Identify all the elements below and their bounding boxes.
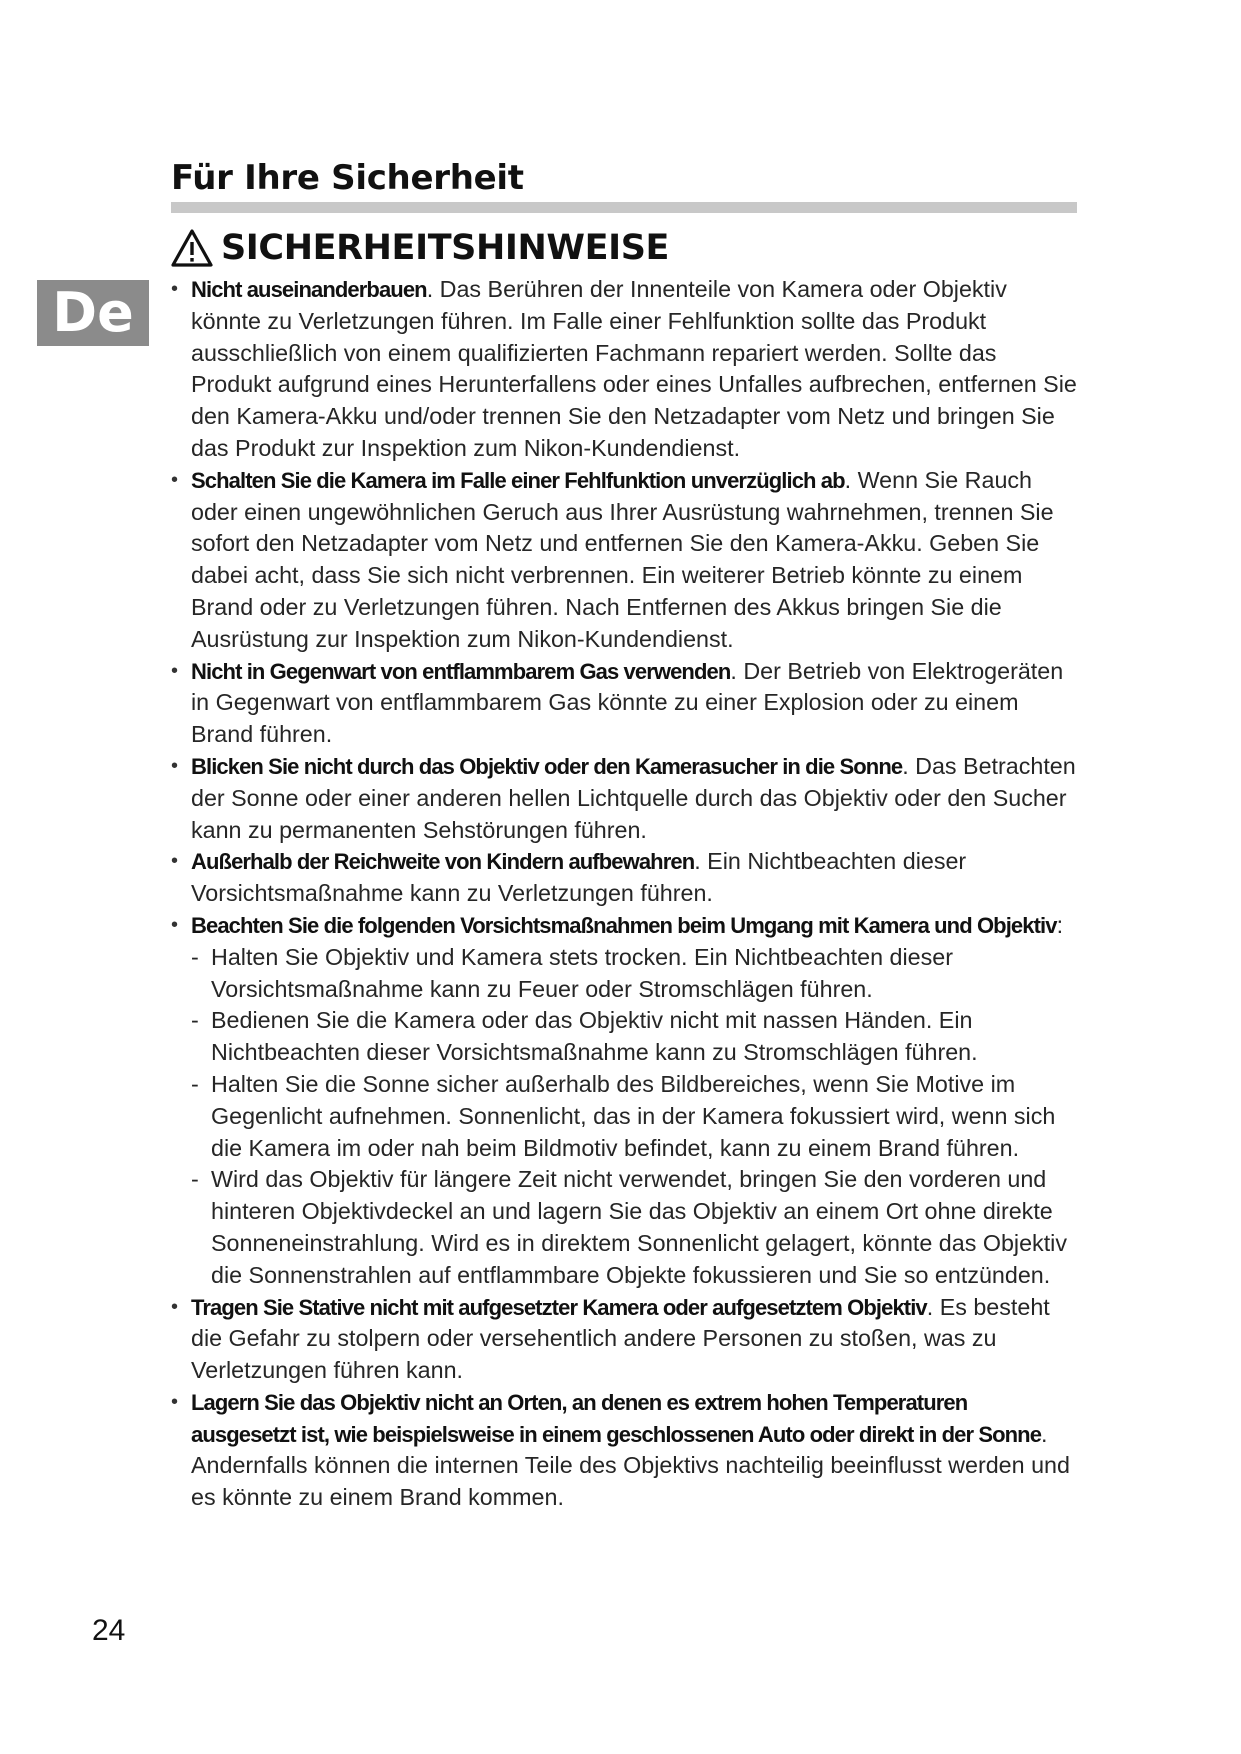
list-item — [171, 274, 1077, 465]
item-text: . Ein Nichtbeachten dieser Vorsichtsmaßnahme kann zu Verletzungen führen. — [191, 848, 967, 907]
warning-title: SICHERHEITSHINWEISE — [221, 228, 670, 268]
list-item — [171, 910, 1077, 1292]
warning-heading — [171, 226, 1077, 270]
sub-list-item: - Halten Sie Objektiv und Kamera stets trocken. Ein Nichtbeachten dieser Vorsichtsmaßnahme kann zu Feuer oder Stromschlägen führen. — [191, 942, 1077, 1006]
page-content — [171, 158, 1077, 1514]
page-title: Für Ihre Sicherheit — [171, 158, 524, 198]
item-text: . Es besteht die Gefahr zu stolpern oder versehentlich andere Personen zu stoßen, was zu Verletzungen führen kann. — [191, 1293, 1050, 1384]
language-tab: De — [37, 280, 149, 346]
sub-list-item: - Halten Sie die Sonne sicher außerhalb des Bildbereiches, wenn Sie Motive im Gegenlicht aufnehmen. Sonnenlicht, das in der Kamera fokussiert wird, wenn sich die Kamera im oder nah beim Bildmotiv befindet, kann zu einem Brand führen. — [191, 1069, 1077, 1164]
item-bold: Tragen Sie Stative nicht mit aufgesetzter Kamera oder aufgesetztem Objektiv — [191, 1294, 927, 1320]
item-bold: Nicht in Gegenwart von entflammbarem Gas verwenden — [191, 658, 731, 684]
sub-list-item: - Wird das Objektiv für längere Zeit nicht verwendet, bringen Sie den vorderen und hinteren Objektivdeckel an und lagern Sie das Objektiv an einem Ort ohne direkte Sonneneinstrahlung. Wird es in direktem Sonnenlicht gelagert, könnte das Objektiv die Sonnenstrahlen auf entflammbare Objekte fokussieren und Sie so entzünden. — [191, 1164, 1077, 1291]
list-item — [171, 465, 1077, 656]
warning-triangle-icon — [171, 229, 213, 267]
item-bold: Beachten Sie die folgenden Vorsichtsmaßnahmen beim Umgang mit Kamera und Objektiv — [191, 912, 1057, 938]
item-text: . Wenn Sie Rauch oder einen ungewöhnlichen Geruch aus Ihrer Ausrüstung wahrnehmen, trennen Sie sofort den Netzadapter vom Netz und entfernen Sie den Kamera-Akku. Geben Sie dabei acht, dass Sie sich nicht verbrennen. Ein weiterer Betrieb könnte zu einem Brand oder zu Verletzungen führen. Nach Entfernen des Akkus bringen Sie die Ausrüstung zur Inspektion zum Nikon-Kundendienst. — [191, 466, 1054, 652]
list-item — [171, 1387, 1077, 1514]
safety-list — [171, 274, 1077, 1514]
item-text: : — [1056, 911, 1064, 938]
list-item — [171, 656, 1077, 751]
item-bold: Nicht auseinanderbauen — [191, 277, 427, 302]
heading-rule — [171, 202, 1077, 213]
item-bold: Blicken Sie nicht durch das Objektiv oder den Kamerasucher in die Sonne — [191, 753, 903, 779]
list-item — [171, 1292, 1077, 1387]
list-item — [171, 751, 1077, 846]
item-text: . Das Betrachten der Sonne oder einer anderen hellen Lichtquelle durch das Objektiv oder den Sucher kann zu permanenten Sehstörungen führen. — [191, 752, 1076, 843]
page-number: 24 — [92, 1614, 126, 1647]
item-bold: Lagern Sie das Objektiv nicht an Orten, an denen es extrem hohen Temperaturen ausgesetzt ist, wie beispielsweise in einem geschlossenen Auto oder direkt in der Sonne — [191, 1389, 1042, 1447]
item-text: . Der Betrieb von Elektrogeräten in Gegenwart von entflammbarem Gas könnte zu einer Explosion oder zu einem Brand führen. — [191, 657, 1064, 748]
item-text: . Andernfalls können die internen Teile des Objektivs nachteilig beeinflusst werden und es könnte zu einem Brand kommen. — [191, 1420, 1070, 1511]
item-text: . Das Berühren der Innenteile von Kamera oder Objektiv könnte zu Verletzungen führen. Im Falle einer Fehlfunktion sollte das Produkt ausschließlich von einem qualifizierten Fachmann repariert werden. Sollte das Produkt aufgrund eines Herunterfallens oder eines Unfalles aufbrechen, entfernen Sie den Kamera-Akku und/oder trennen Sie den Netzadapter vom Netz und bringen Sie das Produkt zur Inspektion zum Nikon-Kundendienst. — [191, 276, 1077, 461]
sub-list — [191, 942, 1077, 1292]
item-bold: Schalten Sie die Kamera im Falle einer Fehlfunktion unverzüglich ab — [191, 467, 845, 493]
item-bold: Außerhalb der Reichweite von Kindern aufbewahren — [191, 849, 695, 875]
sub-list-item: - Bedienen Sie die Kamera oder das Objektiv nicht mit nassen Händen. Ein Nichtbeachten dieser Vorsichtsmaßnahme kann zu Stromschlägen führen. — [191, 1005, 1077, 1069]
list-item — [171, 846, 1077, 910]
